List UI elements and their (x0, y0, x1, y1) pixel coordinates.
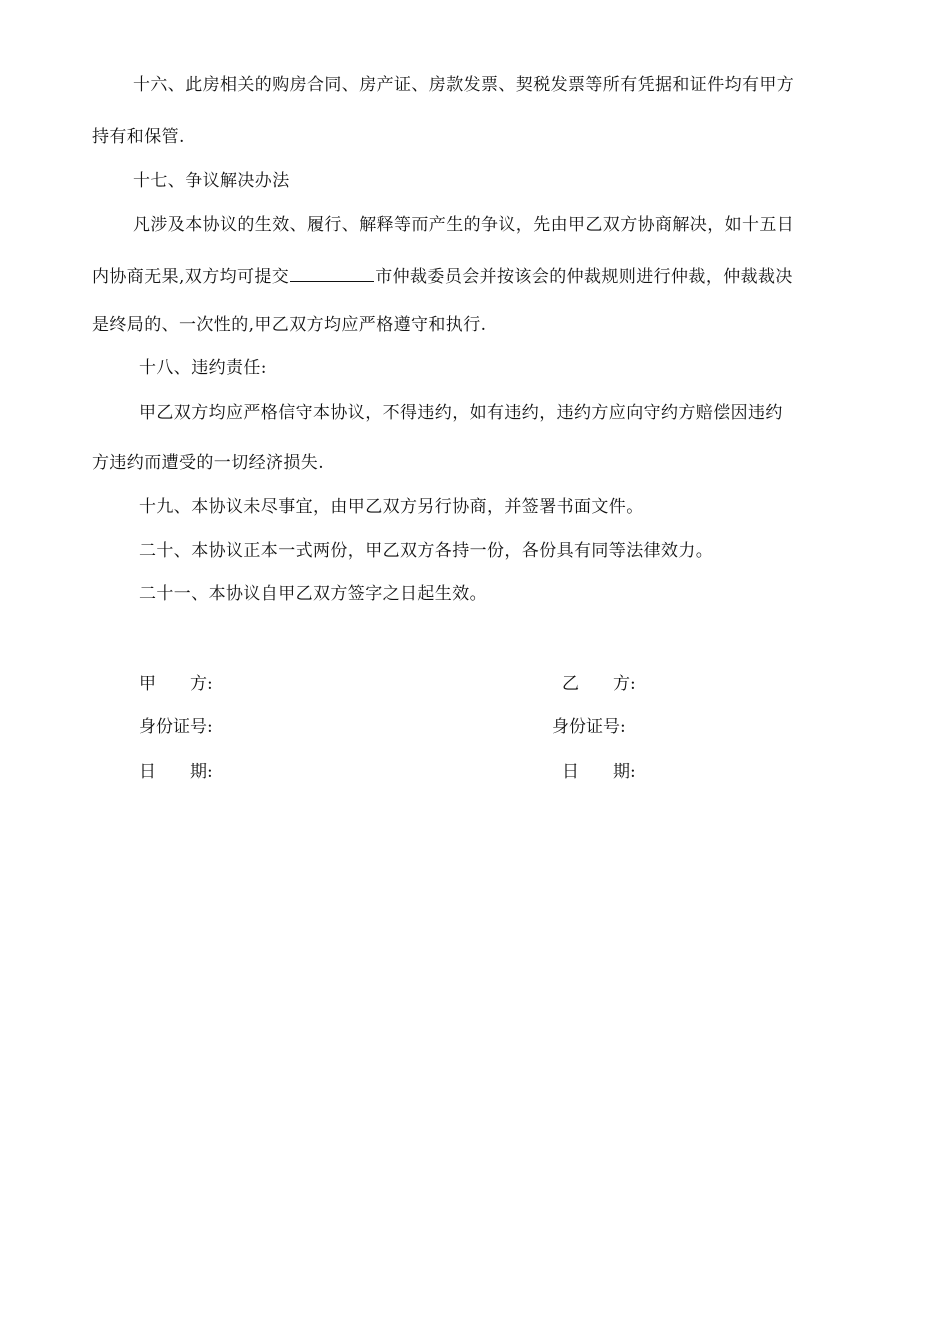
clause-17-line-2-before: 内协商无果,双方均可提交 (92, 267, 290, 287)
clause-21: 二十一、本协议自甲乙双方签字之日起生效。 (139, 584, 487, 604)
clause-19: 十九、本协议未尽事宜，由甲乙双方另行协商，并签署书面文件。 (139, 497, 644, 517)
party-a-date-label: 日 期: (139, 762, 213, 782)
clause-17-title: 十七、争议解决办法 (133, 171, 290, 191)
clause-18-line-1: 甲乙双方均应严格信守本协议，不得违约，如有违约，违约方应向守约方赔偿因违约 (139, 403, 783, 423)
clause-20: 二十、本协议正本一式两份，甲乙双方各持一份，各份具有同等法律效力。 (139, 541, 714, 561)
clause-17-line-1: 凡涉及本协议的生效、履行、解释等而产生的争议，先由甲乙双方协商解决，如十五日 (133, 215, 795, 235)
clause-18-line-2: 方违约而遭受的一切经济损失. (92, 453, 325, 473)
party-a-name-label: 甲 方: (139, 674, 213, 694)
clause-16-line-1: 十六、此房相关的购房合同、房产证、房款发票、契税发票等所有凭据和证件均有甲方 (133, 75, 795, 95)
clause-17-line-3: 是终局的、一次性的,甲乙双方均应严格遵守和执行. (92, 315, 487, 335)
party-b-id-label: 身份证号: (552, 717, 626, 737)
party-b-date-label: 日 期: (562, 762, 636, 782)
clause-18-title: 十八、违约责任: (139, 358, 267, 378)
clause-17-line-2 (92, 265, 793, 288)
arbitration-city-blank (290, 265, 374, 282)
clause-16-line-2: 持有和保管. (92, 127, 185, 147)
party-a-id-label: 身份证号: (139, 717, 213, 737)
party-b-name-label: 乙 方: (562, 674, 636, 694)
clause-17-line-2-after: 市仲裁委员会并按该会的仲裁规则进行仲裁，仲裁裁决 (375, 267, 793, 287)
